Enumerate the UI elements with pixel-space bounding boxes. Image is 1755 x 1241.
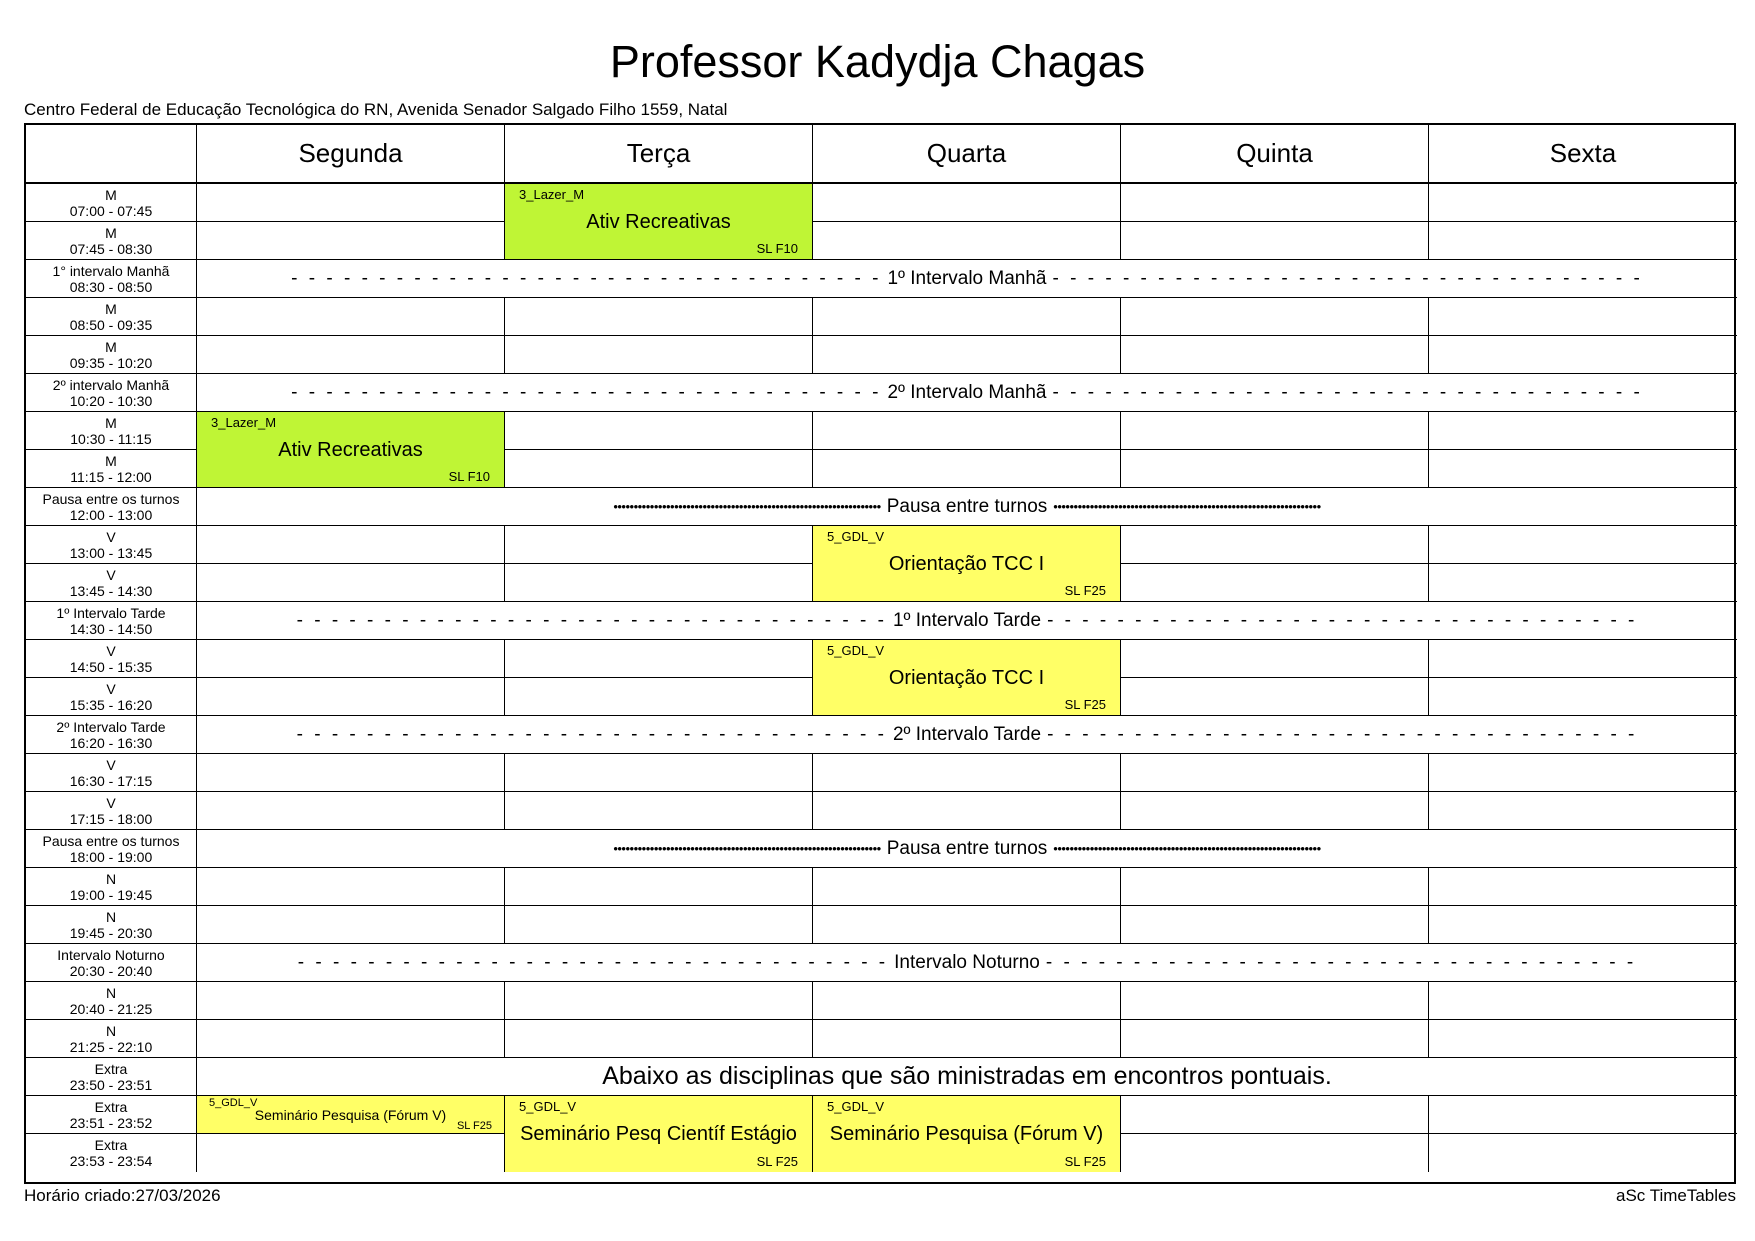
break-row: [197, 374, 1737, 412]
break-filler: - - - - - - - - - - - - - - - - - - - - - - - - - - - - - - - - - -: [1052, 267, 1643, 289]
period-time: 17:15 - 18:00: [69, 810, 153, 827]
empty-slot: [813, 298, 1121, 336]
period-label: [26, 336, 197, 374]
break-row: [197, 602, 1737, 640]
period-time: 08:50 - 09:35: [69, 316, 153, 333]
period-label: [26, 222, 197, 260]
break-filler: - - - - - - - - - - - - - - - - - - - - - - - - - - - - - - - - - -: [291, 267, 882, 289]
period-name: V: [106, 566, 116, 583]
empty-slot: [813, 792, 1121, 830]
room-label: SL F25: [1064, 1154, 1106, 1169]
period-name: N: [105, 870, 117, 887]
period-label: [26, 716, 197, 754]
period-time: 19:00 - 19:45: [69, 886, 153, 903]
period-name: Pausa entre os turnos: [42, 490, 180, 507]
empty-slot: [813, 184, 1121, 222]
period-label: [26, 830, 197, 868]
empty-slot: [1429, 678, 1737, 716]
empty-slot: [1429, 640, 1737, 678]
period-time: 21:25 - 22:10: [69, 1038, 153, 1055]
break-label: 2º Intervalo Tarde: [892, 723, 1042, 745]
day-header: Quinta: [1121, 125, 1429, 184]
empty-slot: [1121, 906, 1429, 944]
period-time: 07:45 - 08:30: [69, 240, 153, 257]
empty-slot: [505, 982, 813, 1020]
empty-slot: [505, 564, 813, 602]
empty-slot: [813, 906, 1121, 944]
class-code: 5_GDL_V: [209, 1097, 258, 1109]
period-name: N: [105, 1022, 117, 1039]
period-label: [26, 450, 197, 488]
empty-slot: [197, 792, 505, 830]
period-name: N: [105, 984, 117, 1001]
period-name: M: [105, 452, 117, 469]
empty-slot: [197, 678, 505, 716]
empty-slot: [1121, 982, 1429, 1020]
break-label: Pausa entre turnos: [886, 837, 1048, 859]
empty-slot: [1429, 1020, 1737, 1058]
day-header: Sexta: [1429, 125, 1737, 184]
subject-name: Seminário Pesq Científ Estágio: [520, 1123, 797, 1145]
empty-slot: [1429, 982, 1737, 1020]
empty-slot: [197, 1134, 505, 1172]
period-label: [26, 1096, 197, 1134]
school-address: Centro Federal de Educação Tecnológica do RN, Avenida Senador Salgado Filho 1559, Natal: [24, 100, 728, 119]
period-name: M: [105, 224, 117, 241]
empty-slot: [505, 792, 813, 830]
break-filler: ••••••••••••••••••••••••••••••••••••••••••••••••••••••••••••••••••: [1053, 841, 1321, 856]
lesson-card[interactable]: [813, 526, 1121, 602]
empty-slot: [1121, 298, 1429, 336]
period-time: 14:50 - 15:35: [69, 658, 153, 675]
empty-slot: [1429, 868, 1737, 906]
empty-slot: [1121, 412, 1429, 450]
period-time: 08:30 - 08:50: [69, 278, 153, 295]
room-label: SL F25: [756, 1154, 798, 1169]
period-name: M: [105, 300, 117, 317]
period-label: [26, 868, 197, 906]
break-row: [197, 716, 1737, 754]
empty-slot: [1121, 678, 1429, 716]
period-name: Extra: [94, 1137, 128, 1153]
empty-slot: [1121, 1096, 1429, 1134]
break-filler: - - - - - - - - - - - - - - - - - - - - - - - - - - - - - - - - - -: [1052, 381, 1643, 403]
empty-slot: [197, 640, 505, 678]
page-title: Professor Kadydja Chagas: [609, 36, 1146, 87]
room-label: SL F25: [456, 1120, 492, 1132]
period-label: [26, 944, 197, 982]
period-name: V: [106, 680, 116, 697]
room-label: SL F10: [448, 469, 490, 484]
period-time: 11:15 - 12:00: [70, 468, 152, 485]
empty-slot: [197, 336, 505, 374]
class-code: 5_GDL_V: [827, 529, 885, 544]
empty-slot: [505, 868, 813, 906]
empty-slot: [1121, 1134, 1429, 1172]
period-label: [26, 982, 197, 1020]
empty-slot: [1429, 564, 1737, 602]
period-label: [26, 602, 197, 640]
period-label: [26, 1020, 197, 1058]
break-filler: ••••••••••••••••••••••••••••••••••••••••••••••••••••••••••••••••••: [613, 841, 881, 856]
period-time: 13:45 - 14:30: [69, 582, 153, 599]
empty-slot: [1121, 1020, 1429, 1058]
empty-slot: [813, 222, 1121, 260]
break-filler: - - - - - - - - - - - - - - - - - - - - - - - - - - - - - - - - - -: [1047, 609, 1638, 631]
empty-slot: [197, 184, 505, 222]
subject-name: Orientação TCC I: [888, 666, 1045, 689]
class-code: 5_GDL_V: [827, 1099, 885, 1114]
empty-slot: [505, 526, 813, 564]
period-time: 18:00 - 19:00: [69, 848, 153, 865]
empty-slot: [813, 1020, 1121, 1058]
empty-slot: [1121, 564, 1429, 602]
empty-slot: [1429, 1134, 1737, 1172]
lesson-card[interactable]: [813, 640, 1121, 716]
period-name: M: [105, 186, 117, 203]
break-filler: - - - - - - - - - - - - - - - - - - - - - - - - - - - - - - - - - -: [297, 951, 889, 973]
period-name: M: [105, 414, 117, 431]
timetable-grid: [24, 123, 1736, 1184]
period-label: [26, 792, 197, 830]
break-label: 1º Intervalo Tarde: [892, 609, 1042, 631]
period-time: 23:53 - 23:54: [69, 1153, 153, 1169]
class-code: 3_Lazer_M: [211, 415, 277, 430]
day-header: Segunda: [197, 125, 505, 184]
empty-slot: [1121, 526, 1429, 564]
empty-slot: [197, 906, 505, 944]
class-code: 3_Lazer_M: [519, 187, 585, 202]
break-filler: - - - - - - - - - - - - - - - - - - - - - - - - - - - - - - - - - -: [296, 723, 887, 745]
period-label: [26, 526, 197, 564]
period-label: [26, 754, 197, 792]
class-code: 5_GDL_V: [827, 643, 885, 658]
period-label: [26, 374, 197, 412]
period-time: 13:00 - 13:45: [69, 544, 153, 561]
period-label: [26, 184, 197, 222]
period-time: 15:35 - 16:20: [69, 696, 153, 713]
empty-slot: [505, 640, 813, 678]
period-time: 10:20 - 10:30: [69, 392, 153, 409]
room-label: SL F25: [1064, 697, 1106, 712]
day-header: Terça: [505, 125, 813, 184]
empty-slot: [813, 412, 1121, 450]
subject-name: Ativ Recreativas: [586, 210, 731, 233]
period-name: M: [105, 338, 117, 355]
period-time: 20:40 - 21:25: [69, 1000, 153, 1017]
period-time: 16:30 - 17:15: [69, 772, 153, 789]
subject-name: Seminário Pesquisa (Fórum V): [254, 1106, 447, 1123]
empty-slot: [505, 298, 813, 336]
empty-slot: [813, 336, 1121, 374]
period-time: 23:51 - 23:52: [69, 1114, 153, 1131]
empty-slot: [505, 906, 813, 944]
period-name: 1° intervalo Manhã: [52, 262, 170, 279]
empty-slot: [505, 412, 813, 450]
empty-slot: [1429, 792, 1737, 830]
empty-slot: [1121, 792, 1429, 830]
subject-name: Orientação TCC I: [888, 552, 1045, 575]
empty-slot: [1121, 336, 1429, 374]
empty-slot: [197, 982, 505, 1020]
empty-slot: [1429, 222, 1737, 260]
room-label: SL F10: [756, 241, 798, 256]
empty-slot: [197, 222, 505, 260]
period-name: Extra: [94, 1060, 128, 1077]
empty-slot: [505, 754, 813, 792]
period-label: [26, 640, 197, 678]
empty-slot: [1429, 450, 1737, 488]
period-name: V: [106, 756, 116, 773]
break-row: [197, 944, 1737, 982]
empty-slot: [1121, 450, 1429, 488]
empty-slot: [1121, 754, 1429, 792]
period-time: 23:50 - 23:51: [69, 1076, 153, 1093]
empty-slot: [1429, 412, 1737, 450]
class-code: 5_GDL_V: [519, 1099, 577, 1114]
period-name: 2º Intervalo Tarde: [56, 718, 166, 735]
period-label: [26, 906, 197, 944]
empty-slot: [197, 564, 505, 602]
break-row: [197, 488, 1737, 526]
period-time: 10:30 - 11:15: [70, 430, 152, 447]
break-label: Intervalo Noturno: [894, 951, 1040, 973]
empty-slot: [1429, 1096, 1737, 1134]
period-name: 1º Intervalo Tarde: [56, 604, 166, 621]
break-filler: ••••••••••••••••••••••••••••••••••••••••••••••••••••••••••••••••••: [613, 499, 881, 514]
empty-slot: [813, 754, 1121, 792]
period-label: [26, 1134, 197, 1172]
period-label: [26, 298, 197, 336]
empty-slot: [813, 868, 1121, 906]
empty-slot: [1429, 526, 1737, 564]
period-time: 16:20 - 16:30: [69, 734, 153, 751]
period-name: Pausa entre os turnos: [42, 832, 180, 849]
created-date: Horário criado:27/03/2026: [24, 1186, 221, 1205]
break-filler: - - - - - - - - - - - - - - - - - - - - - - - - - - - - - - - - - -: [296, 609, 887, 631]
empty-slot: [1429, 184, 1737, 222]
empty-slot: [813, 982, 1121, 1020]
empty-slot: [813, 450, 1121, 488]
day-header: Quarta: [813, 125, 1121, 184]
period-name: Intervalo Noturno: [57, 946, 165, 963]
empty-slot: [1121, 640, 1429, 678]
period-label: [26, 678, 197, 716]
empty-slot: [505, 336, 813, 374]
period-time: 07:00 - 07:45: [69, 202, 153, 219]
lesson-card[interactable]: [505, 1096, 813, 1172]
empty-slot: [1121, 222, 1429, 260]
break-label: 2º Intervalo Manhã: [887, 381, 1047, 403]
empty-slot: [197, 868, 505, 906]
pontual-note: Abaixo as disciplinas que são ministradas em encontros pontuais.: [197, 1058, 1737, 1096]
lesson-card[interactable]: [813, 1096, 1121, 1172]
period-name: N: [105, 908, 117, 925]
empty-slot: [1429, 336, 1737, 374]
break-label: 1º Intervalo Manhã: [887, 267, 1047, 289]
break-filler: - - - - - - - - - - - - - - - - - - - - - - - - - - - - - - - - - -: [1045, 951, 1637, 973]
break-row: [197, 260, 1737, 298]
period-time: 14:30 - 14:50: [69, 620, 153, 637]
break-filler: ••••••••••••••••••••••••••••••••••••••••••••••••••••••••••••••••••: [1053, 499, 1321, 514]
period-time: 19:45 - 20:30: [69, 924, 153, 941]
period-label: [26, 1058, 197, 1096]
empty-slot: [1429, 906, 1737, 944]
empty-slot: [197, 1020, 505, 1058]
period-name: 2º intervalo Manhã: [52, 376, 170, 393]
empty-slot: [505, 1020, 813, 1058]
break-filler: - - - - - - - - - - - - - - - - - - - - - - - - - - - - - - - - - -: [291, 381, 882, 403]
empty-slot: [197, 526, 505, 564]
break-row: [197, 830, 1737, 868]
period-label: [26, 260, 197, 298]
period-time: 09:35 - 10:20: [69, 354, 153, 371]
corner-cell: [26, 125, 197, 184]
period-label: [26, 564, 197, 602]
period-name: Extra: [94, 1098, 128, 1115]
period-time: 12:00 - 13:00: [69, 506, 153, 523]
empty-slot: [1429, 298, 1737, 336]
empty-slot: [197, 754, 505, 792]
lesson-card[interactable]: [197, 1096, 505, 1134]
break-filler: - - - - - - - - - - - - - - - - - - - - - - - - - - - - - - - - - -: [1047, 723, 1638, 745]
empty-slot: [1429, 754, 1737, 792]
empty-slot: [197, 298, 505, 336]
period-name: V: [106, 528, 116, 545]
period-name: V: [106, 642, 116, 659]
empty-slot: [505, 678, 813, 716]
period-label: [26, 412, 197, 450]
lesson-card[interactable]: [505, 184, 813, 260]
subject-name: Seminário Pesquisa (Fórum V): [829, 1123, 1104, 1145]
lesson-card[interactable]: [197, 412, 505, 488]
empty-slot: [505, 450, 813, 488]
break-label: Pausa entre turnos: [886, 495, 1048, 517]
period-name: V: [106, 794, 116, 811]
empty-slot: [1121, 868, 1429, 906]
subject-name: Ativ Recreativas: [278, 438, 423, 461]
room-label: SL F25: [1064, 583, 1106, 598]
brand-label: aSc TimeTables: [1616, 1186, 1736, 1205]
empty-slot: [1121, 184, 1429, 222]
period-time: 20:30 - 20:40: [69, 962, 153, 979]
period-label: [26, 488, 197, 526]
